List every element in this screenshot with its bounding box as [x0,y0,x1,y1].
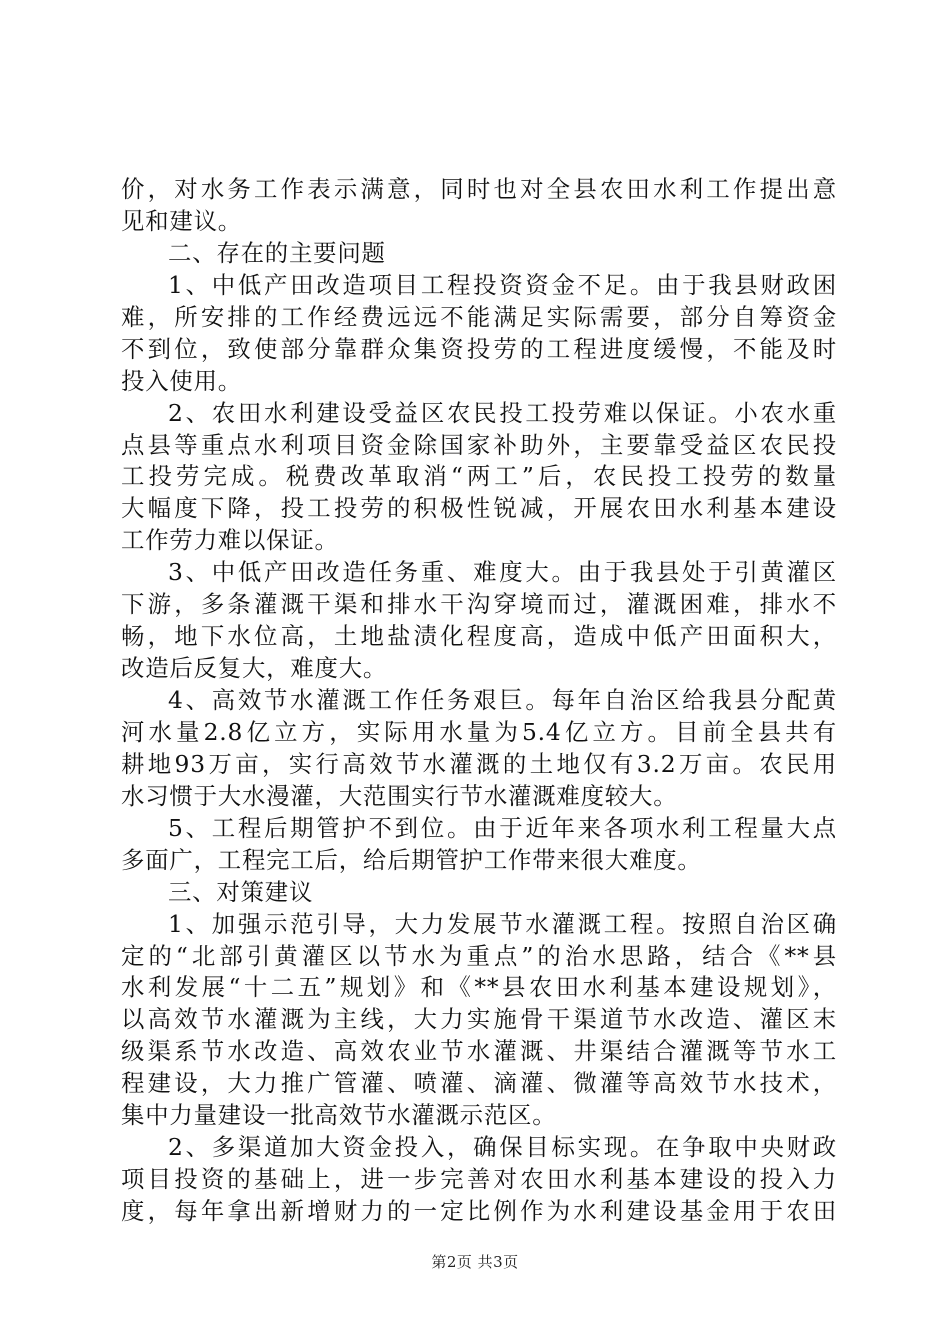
text-line: 程建设，大力推广管灌、喷灌、滴灌、微灌等高效节水技术， [121,1069,837,1098]
text-line: 耕地93万亩，实行高效节水灌溉的土地仅有3.2万亩。农民用 [121,749,837,778]
text-line: 度，每年拿出新增财力的一定比例作为水利建设基金用于农田 [121,1197,837,1225]
text-line: 工投劳完成。税费改革取消“两工”后，农民投工投劳的数量 [121,462,837,491]
text-line: 多面广，工程完工后，给后期管护工作带来很大难度。 [121,845,702,874]
text-line: 二、存在的主要问题 [168,238,386,267]
text-line: 项目投资的基础上，进一步完善对农田水利基本建设的投入力 [121,1165,837,1194]
text-line: 投入使用。 [121,366,242,395]
text-line: 点县等重点水利项目资金除国家补助外，主要靠受益区农民投 [121,430,837,459]
text-line: 定的“北部引黄灌区以节水为重点”的治水思路，结合《**县 [121,941,837,970]
text-line: 三、对策建议 [168,877,314,906]
text-line: 下游，多条灌溉干渠和排水干沟穿境而过，灌溉困难，排水不 [121,590,837,619]
text-line: 以高效节水灌溉为主线，大力实施骨干渠道节水改造、灌区末 [121,1005,837,1034]
text-line: 价，对水务工作表示满意，同时也对全县农田水利工作提出意 [121,175,837,203]
text-line: 见和建议。 [121,206,242,235]
text-line: 畅，地下水位高，土地盐渍化程度高，造成中低产田面积大， [121,622,837,651]
text-line: 不到位，致使部分靠群众集资投劳的工程进度缓慢，不能及时 [121,334,837,363]
page-footer: 第2页 共3页 [431,1253,519,1271]
text-line: 级渠系节水改造、高效农业节水灌溉、井渠结合灌溉等节水工 [121,1037,837,1066]
text-line: 集中力量建设一批高效节水灌溉示范区。 [121,1101,557,1130]
text-line: 3、中低产田改造任务重、难度大。由于我县处于引黄灌区 [168,558,837,587]
text-line: 大幅度下降，投工投劳的积极性锐减，开展农田水利基本建设 [121,494,837,523]
text-line: 1、加强示范引导，大力发展节水灌溉工程。按照自治区确 [168,909,837,938]
text-line: 水利发展“十二五”规划》和《**县农田水利基本建设规划》， [121,973,837,1002]
text-line: 1、中低产田改造项目工程投资资金不足。由于我县财政困 [168,270,837,299]
text-line: 5、工程后期管护不到位。由于近年来各项水利工程量大点 [168,813,837,842]
text-line: 难，所安排的工作经费远远不能满足实际需要，部分自筹资金 [121,302,837,331]
text-line: 4、高效节水灌溉工作任务艰巨。每年自治区给我县分配黄 [168,686,837,714]
document-body [121,174,837,1228]
text-line: 2、多渠道加大资金投入，确保目标实现。在争取中央财政 [168,1133,837,1162]
text-line: 改造后反复大，难度大。 [121,654,388,683]
text-line: 工作劳力难以保证。 [121,526,339,555]
text-line: 水习惯于大水漫灌，大范围实行节水灌溉难度较大。 [121,781,678,810]
text-line: 河水量2.8亿立方，实际用水量为5.4亿立方。目前全县共有 [121,717,837,746]
text-line: 2、农田水利建设受益区农民投工投劳难以保证。小农水重 [168,398,837,427]
